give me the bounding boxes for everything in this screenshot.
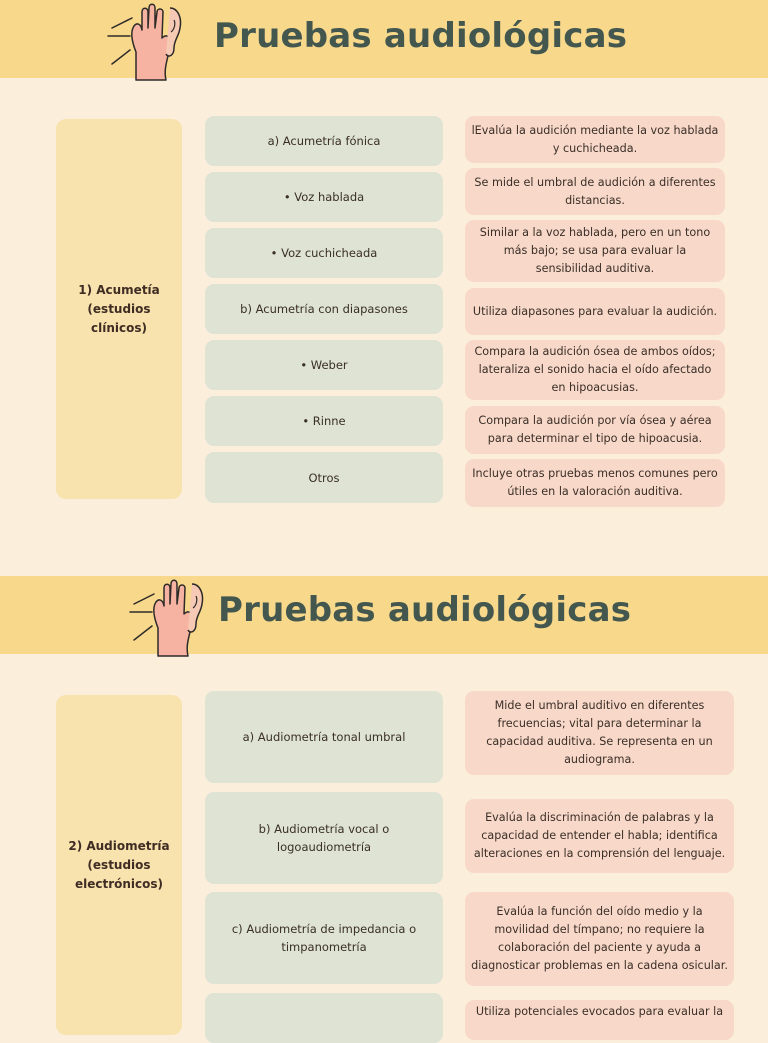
category-label: 2) Audiometría (estudios electrónicos) [56,695,182,1035]
test-name: • Rinne [205,396,443,446]
test-name: • Voz hablada [205,172,443,222]
test-name: b) Audiometría vocal o logoaudiometría [205,792,443,884]
test-description: Mide el umbral auditivo en diferentes frecuencias; vital para determinar la capacidad auditiva. Se representa en un audiograma. [465,691,734,775]
test-description: Similar a la voz hablada, pero en un tono más bajo; se usa para evaluar la sensibilidad auditiva. [465,220,725,282]
hand-ear-icon [104,2,182,82]
test-description: Utiliza potenciales evocados para evaluar la [465,1000,734,1040]
test-description: Incluye otras pruebas menos comunes pero útiles en la valoración auditiva. [465,459,725,507]
test-name: • Weber [205,340,443,390]
section-title: Pruebas audiológicas [218,590,632,630]
test-name: • Voz cuchicheada [205,228,443,278]
test-name: a) Audiometría tonal umbral [205,691,443,783]
test-name [205,993,443,1043]
hand-ear-icon [126,578,204,658]
test-description: Compara la audición ósea de ambos oídos; lateraliza el sonido hacia el oído afectado en hipoacusias. [465,340,725,400]
test-description: Evalúa la discriminación de palabras y la capacidad de entender el habla; identifica alteraciones en la comprensión del lenguaje. [465,799,734,873]
test-name: c) Audiometría de impedancia o timpanometría [205,892,443,984]
test-description: Evalúa la función del oído medio y la movilidad del tímpano; no requiere la colaboración del paciente y ayuda a diagnosticar problemas en la cadena osicular. [465,892,734,986]
test-name: Otros [205,452,443,503]
test-name: b) Acumetría con diapasones [205,284,443,334]
page-title: Pruebas audiológicas [214,16,628,56]
test-description: Compara la audición por vía ósea y aérea para determinar el tipo de hipoacusia. [465,406,725,454]
test-description: lEvalúa la audición mediante la voz hablada y cuchicheada. [465,116,725,163]
test-description: Utiliza diapasones para evaluar la audición. [465,288,725,335]
test-description: Se mide el umbral de audición a diferentes distancias. [465,168,725,215]
test-name: a) Acumetría fónica [205,116,443,166]
category-label: 1) Acumetía (estudios clínicos) [56,119,182,499]
